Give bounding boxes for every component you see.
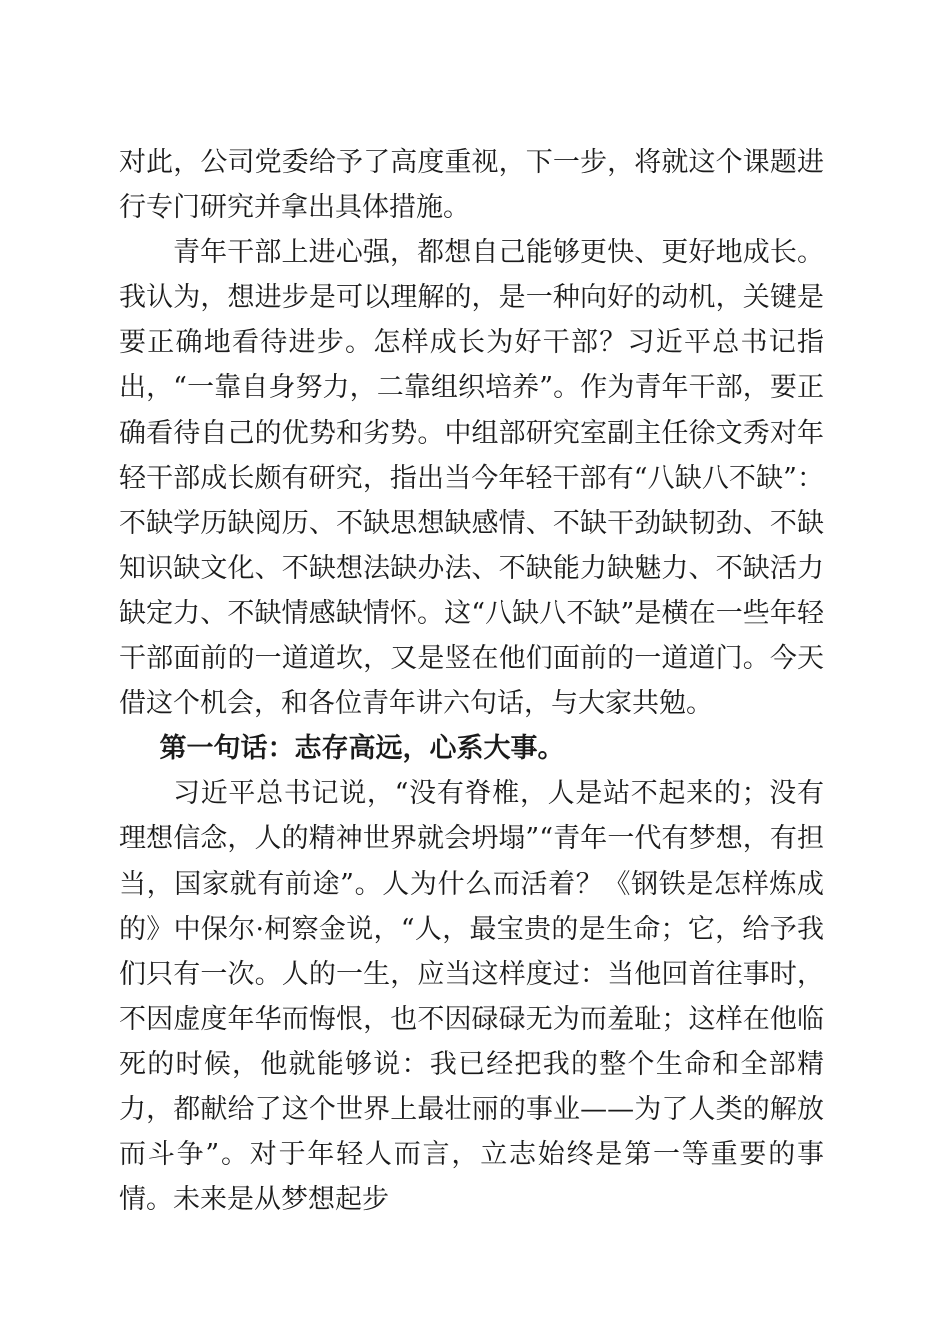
document-body (119, 140, 824, 1222)
paragraph-young-cadres: 青年干部上进心强，都想自己能够更快、更好地成长。我认为，想进步是可以理解的，是一种向好的动机，关键是要正确地看待进步。怎样成长为好干部？习近平总书记指出，“一靠自身努力，二靠组织培养”。作为青年干部，要正确看待自己的优势和劣势。中组部研究室副主任徐文秀对年轻干部成长颇有研究，指出当今年轻干部有“八缺八不缺”：不缺学历缺阅历、不缺思想缺感情、不缺干劲缺韧劲、不缺知识缺文化、不缺想法缺办法、不缺能力缺魅力、不缺活力缺定力、不缺情感缺情怀。这“八缺八不缺”是横在一些年轻干部面前的一道道坎，又是竖在他们面前的一道道门。今天借这个机会，和各位青年讲六句话，与大家共勉。 (119, 237, 824, 720)
paragraph-continuation: 对此，公司党委给予了高度重视，下一步，将就这个课题进行专门研究并拿出具体措施。 (119, 147, 824, 224)
paragraph-ideals: 习近平总书记说，“没有脊椎，人是站不起来的；没有理想信念，人的精神世界就会坍塌”“青年一代有梦想，有担当，国家就有前途”。人为什么而活着？《钢铁是怎样炼成的》中保尔·柯察金说，“人，最宝贵的是生命；它，给予我们只有一次。人的一生，应当这样度过：当他回首往事时，不因虚度年华而悔恨，也不因碌碌无为而羞耻；这样在他临死的时候，他就能够说：我已经把我的整个生命和全部精力，都献给了这个世界上最壮丽的事业——为了人类的解放而斗争”。对于年轻人而言，立志始终是第一等重要的事情。未来是从梦想起步 (119, 778, 824, 1216)
section-heading-first-sentence: 第一句话：志存高远，心系大事。 (159, 733, 565, 765)
